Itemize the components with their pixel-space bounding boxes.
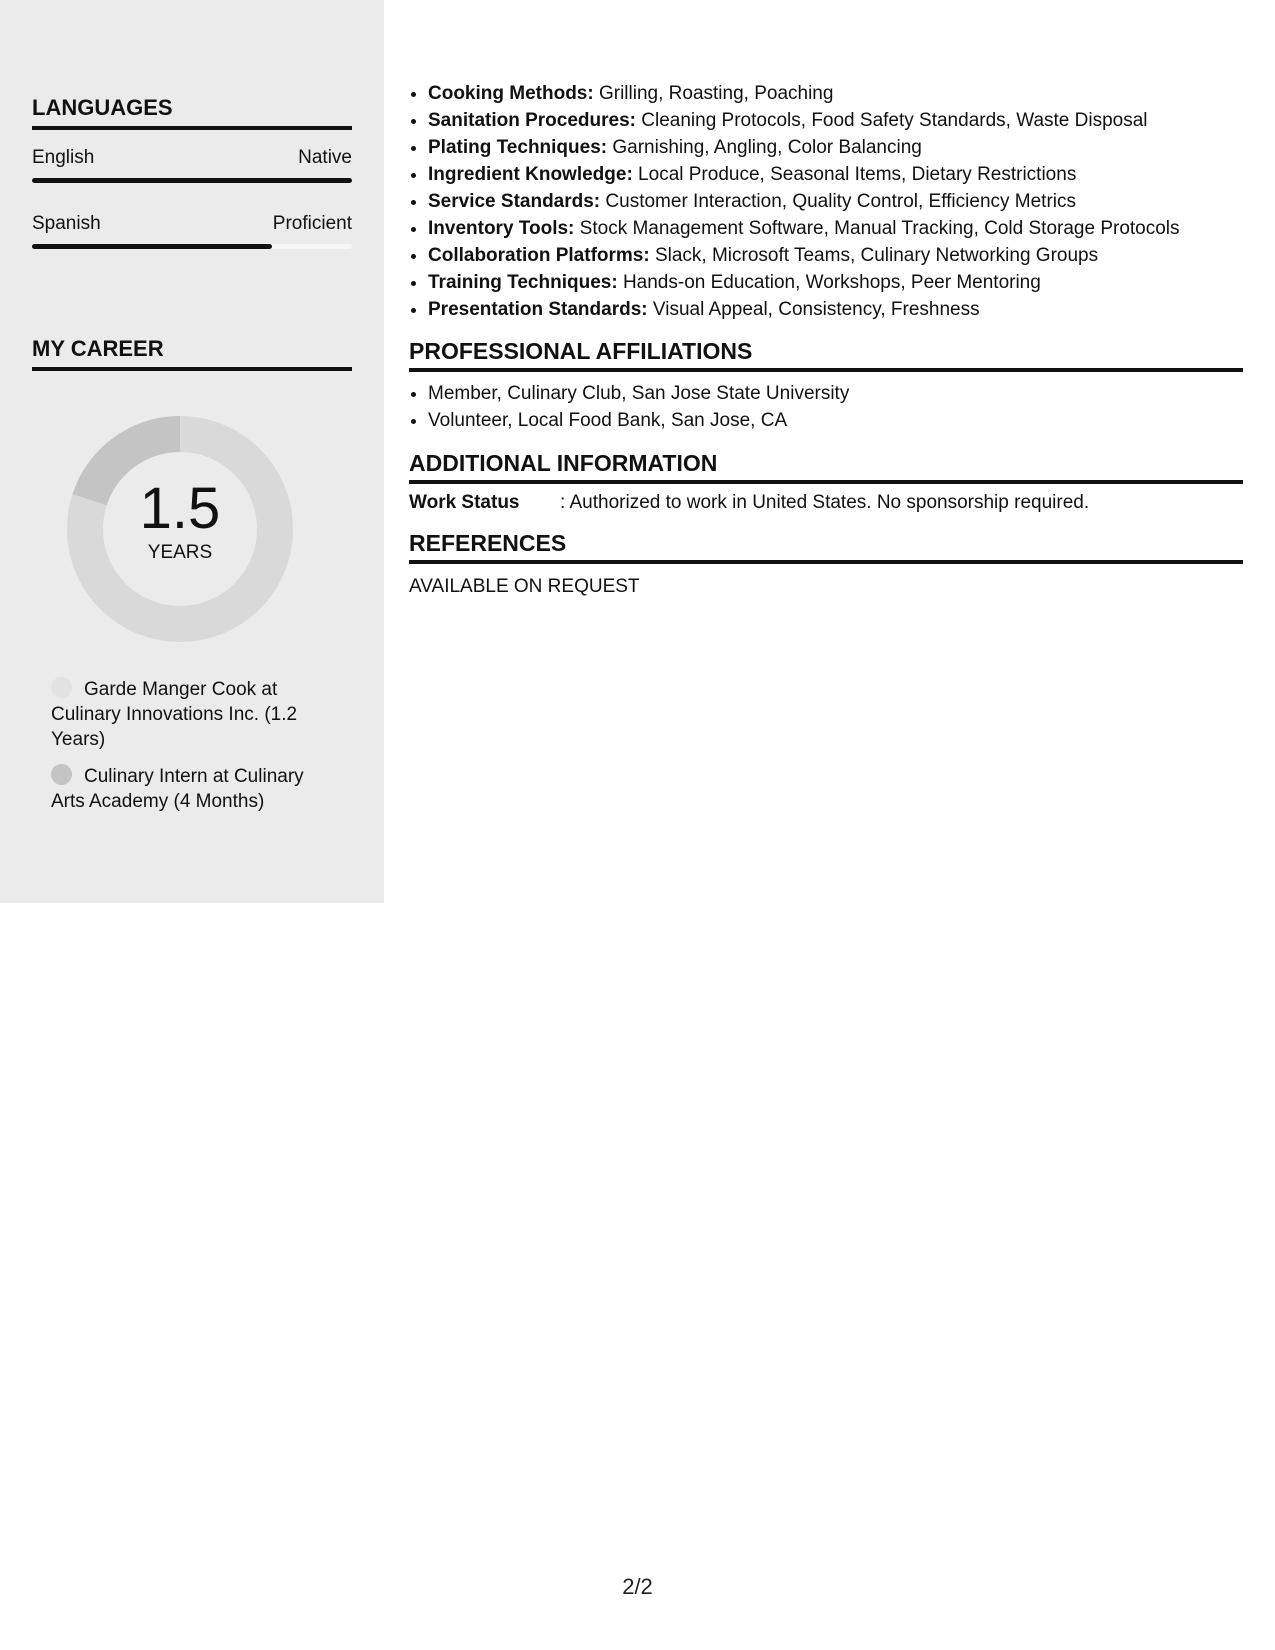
career-total-value: 1.5 bbox=[139, 476, 221, 541]
skill-text: Slack, Microsoft Teams, Culinary Networking Groups bbox=[649, 245, 1099, 266]
skills-list bbox=[409, 80, 1243, 323]
career-total-unit: YEARS bbox=[147, 542, 213, 563]
references-text: AVAILABLE ON REQUEST bbox=[409, 576, 640, 597]
skill-item bbox=[428, 269, 1243, 296]
skill-item bbox=[428, 215, 1243, 242]
skill-item bbox=[428, 134, 1243, 161]
skill-label: Service Standards: bbox=[428, 191, 601, 212]
language-proficiency-bar bbox=[32, 244, 352, 249]
language-level: Proficient bbox=[272, 213, 352, 234]
work-status-value: : Authorized to work in United States. No sponsorship required. bbox=[560, 492, 1090, 513]
affiliations-heading: PROFESSIONAL AFFILIATIONS bbox=[409, 338, 1243, 372]
skill-label: Inventory Tools: bbox=[428, 218, 575, 239]
skill-text: Visual Appeal, Consistency, Freshness bbox=[647, 299, 980, 320]
career-heading: MY CAREER bbox=[32, 336, 352, 371]
affiliation-item: • Volunteer, Local Food Bank, San Jose, CA bbox=[428, 407, 1243, 434]
skill-item bbox=[428, 188, 1243, 215]
affiliation-item: • Member, Culinary Club, San Jose State University bbox=[428, 380, 1243, 407]
legend-dot-icon bbox=[51, 764, 72, 785]
language-proficiency-fill bbox=[32, 178, 352, 183]
skill-label: Sanitation Procedures: bbox=[428, 110, 636, 131]
skill-text: Garnishing, Angling, Color Balancing bbox=[607, 137, 922, 158]
skill-item bbox=[428, 161, 1243, 188]
skill-item bbox=[428, 80, 1243, 107]
skill-text: Customer Interaction, Quality Control, Efficiency Metrics bbox=[600, 191, 1077, 212]
language-item bbox=[32, 213, 352, 249]
work-status-label: Work Status bbox=[409, 492, 520, 513]
career-legend-label: Garde Manger Cook at Culinary Innovations Inc. (1.2 Years) bbox=[51, 679, 298, 750]
skill-text: Cleaning Protocols, Food Safety Standards, Waste Disposal bbox=[636, 110, 1148, 131]
career-legend-item bbox=[51, 764, 321, 814]
language-proficiency-fill bbox=[32, 244, 272, 249]
skill-label: Ingredient Knowledge: bbox=[428, 164, 633, 185]
language-name: English bbox=[32, 147, 95, 168]
page-number: 2/2 bbox=[622, 1574, 653, 1599]
skill-text: Local Produce, Seasonal Items, Dietary Restrictions bbox=[632, 164, 1077, 185]
career-total bbox=[67, 478, 293, 564]
career-legend-item bbox=[51, 677, 321, 752]
skill-text: Hands-on Education, Workshops, Peer Mentoring bbox=[617, 272, 1041, 293]
skill-label: Collaboration Platforms: bbox=[428, 245, 650, 266]
career-legend-label: Culinary Intern at Culinary Arts Academy (4 Months) bbox=[51, 766, 304, 812]
skill-item bbox=[428, 296, 1243, 323]
affiliations-list bbox=[409, 380, 1243, 434]
language-item bbox=[32, 147, 352, 183]
career-section bbox=[32, 336, 352, 371]
skill-label: Cooking Methods: bbox=[428, 83, 594, 104]
sidebar bbox=[0, 0, 384, 903]
skill-label: Training Techniques: bbox=[428, 272, 618, 293]
work-status-row bbox=[409, 492, 1243, 514]
career-legend bbox=[51, 677, 321, 826]
additional-info-heading: ADDITIONAL INFORMATION bbox=[409, 450, 1243, 484]
skill-label: Plating Techniques: bbox=[428, 137, 608, 158]
languages-section bbox=[32, 95, 352, 249]
legend-dot-icon bbox=[51, 677, 72, 698]
skill-text: Stock Management Software, Manual Tracking, Cold Storage Protocols bbox=[574, 218, 1180, 239]
career-donut-chart bbox=[67, 416, 293, 642]
skill-label: Presentation Standards: bbox=[428, 299, 648, 320]
skill-item bbox=[428, 107, 1243, 134]
main-content bbox=[409, 80, 1243, 598]
language-level: Native bbox=[298, 147, 352, 168]
references-heading: REFERENCES bbox=[409, 530, 1243, 564]
skill-text: Grilling, Roasting, Poaching bbox=[593, 83, 834, 104]
language-name: Spanish bbox=[32, 213, 101, 234]
skill-item bbox=[428, 242, 1243, 269]
languages-heading: LANGUAGES bbox=[32, 95, 352, 130]
language-proficiency-bar bbox=[32, 178, 352, 183]
